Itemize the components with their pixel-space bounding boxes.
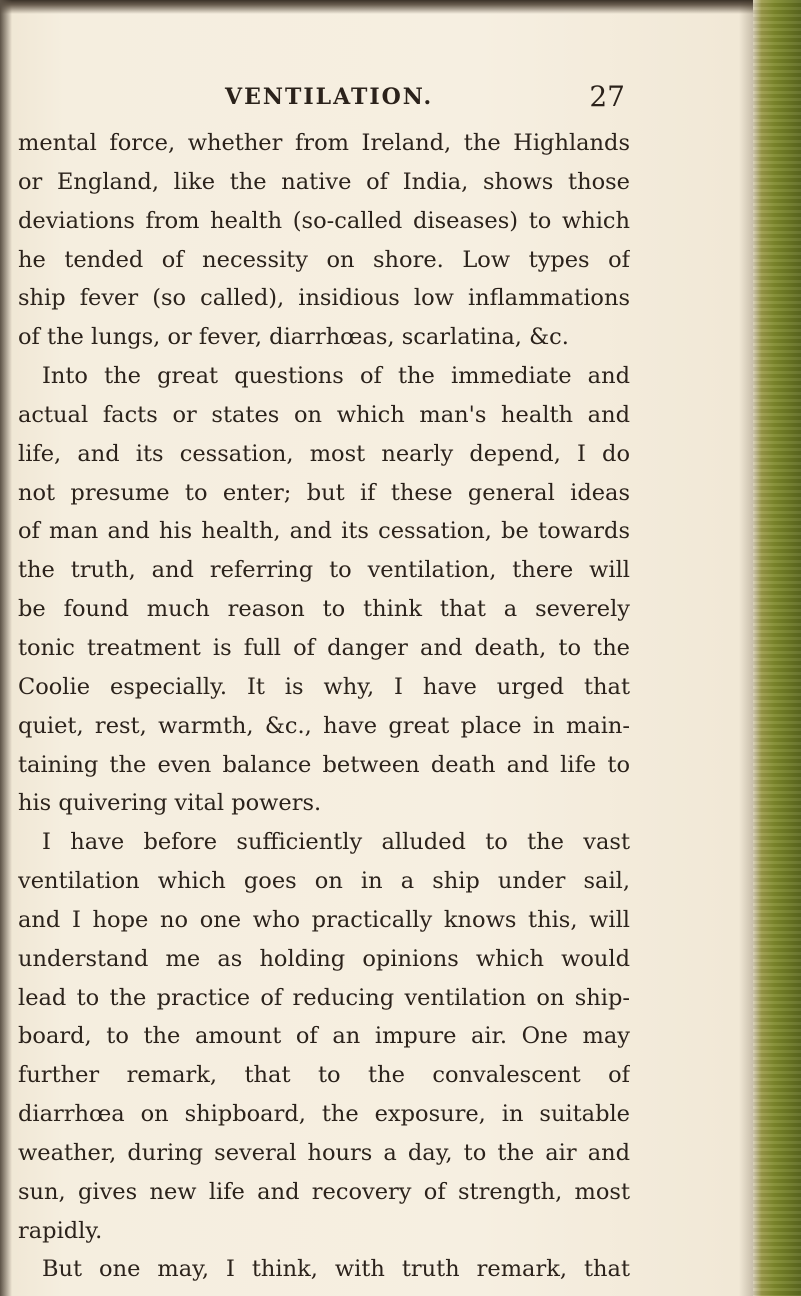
text-line: quiet, rest, warmth, &c., have great place in main- — [18, 712, 630, 739]
text-line: of man and his health, and its cessation, be towards — [18, 518, 630, 545]
text-line: and I hope no one who practically knows this, will — [18, 906, 630, 933]
running-head: VENTILATION. — [225, 84, 434, 110]
text-line: not presume to enter; but if these general ideas — [18, 479, 630, 506]
text-line: rapidly. — [18, 1217, 103, 1244]
gutter-shadow — [739, 0, 753, 1296]
text-line: mental force, whether from Ireland, the Highlands — [18, 130, 630, 156]
text-line: Into the great questions of the immediate and — [42, 363, 630, 390]
body-text — [18, 124, 630, 1289]
page-top-edge — [0, 0, 801, 14]
text-line: further remark, that to the convalescent of — [18, 1062, 630, 1089]
text-line: diarrhœa on shipboard, the exposure, in suitable — [18, 1101, 630, 1128]
text-line: weather, during several hours a day, to the air and — [18, 1139, 630, 1166]
text-line: his quivering vital powers. — [18, 790, 322, 817]
text-line: But one may, I think, with truth remark, that — [42, 1256, 630, 1283]
text-line: taining the even balance between death and life to — [18, 751, 630, 778]
text-line: be found much reason to think that a severely — [18, 596, 630, 623]
page-left-edge — [0, 0, 12, 1296]
page-number: 27 — [589, 80, 625, 113]
text-line: tonic treatment is full of danger and death, to the — [18, 634, 630, 661]
text-line: he tended of necessity on shore. Low types of — [18, 246, 630, 273]
text-line: understand me as holding opinions which would — [18, 945, 630, 972]
text-line: board, to the amount of an impure air. One may — [18, 1023, 630, 1050]
text-line: deviations from health (so-called diseases) to which — [18, 207, 630, 234]
text-line: the truth, and referring to ventilation, there will — [18, 557, 630, 584]
text-line: ventilation which goes on in a ship under sail, — [18, 868, 630, 895]
text-line: lead to the practice of reducing ventilation on ship- — [18, 984, 630, 1011]
text-line: sun, gives new life and recovery of strength, most — [18, 1178, 630, 1205]
text-line: or England, like the native of India, shows those — [18, 168, 630, 195]
book-spine-edge — [753, 0, 801, 1296]
text-line: ship fever (so called), insidious low inflammations — [18, 285, 630, 312]
page-header — [225, 80, 625, 124]
text-line: of the lungs, or fever, diarrhœas, scarlatina, &c. — [18, 324, 569, 351]
text-line: life, and its cessation, most nearly depend, I do — [18, 440, 630, 467]
text-line: I have before sufficiently alluded to the vast — [42, 829, 630, 856]
text-line: actual facts or states on which man's health and — [18, 401, 630, 428]
text-line: Coolie especially. It is why, I have urged that — [18, 673, 630, 700]
